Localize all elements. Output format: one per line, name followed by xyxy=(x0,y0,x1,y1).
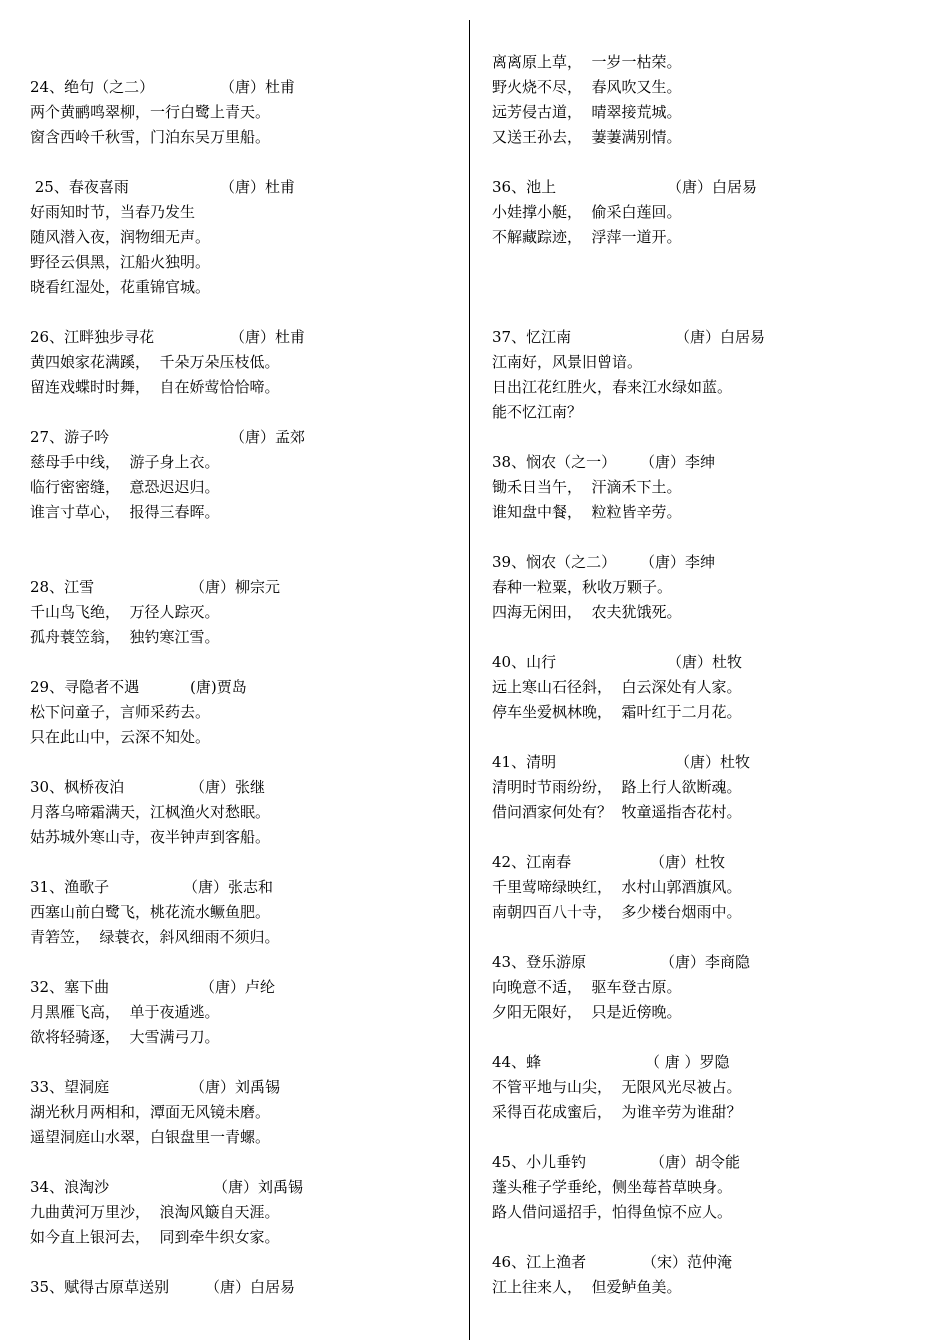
poem-title: 26、江畔独步寻花 xyxy=(30,328,155,346)
poem-author: （唐）胡令能 xyxy=(650,1153,741,1171)
poem-line: 清明时节雨纷纷， 路上行人欲断魂。 xyxy=(492,778,742,796)
poem-header xyxy=(492,850,742,875)
poem-line: 谁言寸草心， 报得三春晖。 xyxy=(30,503,220,521)
poem-block xyxy=(492,850,742,925)
poem-line: 小娃撑小艇， 偷采白莲回。 xyxy=(492,203,682,221)
poem-title: 25、春夜喜雨 xyxy=(30,178,129,196)
poem-block xyxy=(30,425,306,525)
poem-header xyxy=(492,1150,741,1175)
poem-line: 月落乌啼霜满天，江枫渔火对愁眠。 xyxy=(30,803,271,821)
poem-line: 路人借问遥招手，怕得鱼惊不应人。 xyxy=(492,1203,733,1221)
poem-line: 江上往来人， 但爱鲈鱼美。 xyxy=(492,1278,682,1296)
poem-block xyxy=(30,975,276,1050)
poem-block xyxy=(30,325,306,400)
poem-author: （唐）李绅 xyxy=(640,553,716,571)
poem-block xyxy=(492,650,742,725)
poem-line: 月黑雁飞高， 单于夜遁逃。 xyxy=(30,1003,220,1021)
poem-line: 千里莺啼绿映红， 水村山郭酒旗风。 xyxy=(492,878,742,896)
poem-line: 欲将轻骑逐， 大雪满弓刀。 xyxy=(30,1028,220,1046)
poem-line: 晓看红湿处，花重锦官城。 xyxy=(30,278,211,296)
poem-author: （唐）白居易 xyxy=(667,178,758,196)
poem-block xyxy=(492,750,751,825)
poem-title: 37、忆江南 xyxy=(492,328,572,346)
poem-line: 随风潜入夜，润物细无声。 xyxy=(30,228,211,246)
poem-header xyxy=(492,750,751,775)
poem-title: 44、蜂 xyxy=(492,1053,542,1071)
poem-line: 又送王孙去， 萋萋满别情。 xyxy=(492,128,682,146)
poem-title: 35、赋得古原草送别 xyxy=(30,1278,170,1296)
poem-line: 夕阳无限好， 只是近傍晚。 xyxy=(492,1003,682,1021)
poem-title: 28、江雪 xyxy=(30,578,95,596)
poem-author: （唐）刘禹锡 xyxy=(190,1078,281,1096)
poem-line: 西塞山前白鹭飞，桃花流水鳜鱼肥。 xyxy=(30,903,271,921)
poem-author: （ 唐 ）罗隐 xyxy=(645,1053,730,1071)
poem-author: （唐）杜甫 xyxy=(220,178,296,196)
poem-line: 锄禾日当午， 汗滴禾下土。 xyxy=(492,478,682,496)
poem-author: （唐）杜甫 xyxy=(230,328,306,346)
poem-title: 34、浪淘沙 xyxy=(30,1178,110,1196)
poem-block xyxy=(30,875,280,950)
poem-header xyxy=(30,575,281,600)
poem-title: 30、枫桥夜泊 xyxy=(30,778,125,796)
poem-header xyxy=(492,550,716,575)
poem-line: 南朝四百八十寺， 多少楼台烟雨中。 xyxy=(492,903,742,921)
poem-line: 千山鸟飞绝， 万径人踪灭。 xyxy=(30,603,220,621)
poem-author: （唐）孟郊 xyxy=(230,428,306,446)
poem-line: 只在此山中，云深不知处。 xyxy=(30,728,211,746)
poem-title: 29、寻隐者不遇 xyxy=(30,678,140,696)
poem-line: 江南好，风景旧曾谙。 xyxy=(492,353,643,371)
poem-author: （唐）白居易 xyxy=(205,1278,296,1296)
poem-title: 33、望洞庭 xyxy=(30,1078,110,1096)
poem-block xyxy=(492,1050,742,1125)
poem-author: （唐）刘禹锡 xyxy=(213,1178,304,1196)
poem-header xyxy=(30,1075,281,1100)
poem-line: 好雨知时节，当春乃发生 xyxy=(30,203,196,221)
poem-block xyxy=(492,50,682,150)
poem-header xyxy=(30,775,270,800)
poem-author: （唐）李绅 xyxy=(640,453,716,471)
poem-header xyxy=(30,875,280,900)
poem-header xyxy=(30,75,296,100)
poem-author: （宋）范仲淹 xyxy=(642,1253,733,1271)
poem-line: 采得百花成蜜后， 为谁辛劳为谁甜？ xyxy=(492,1103,742,1121)
poem-header xyxy=(30,325,306,350)
poem-title: 39、悯农（之二） xyxy=(492,553,617,571)
poem-line: 窗含西岭千秋雪，门泊东吴万里船。 xyxy=(30,128,271,146)
column-divider xyxy=(469,20,470,1340)
poem-author: （唐）杜牧 xyxy=(667,653,743,671)
poem-title: 24、绝句（之二） xyxy=(30,78,155,96)
poem-author: （唐）杜牧 xyxy=(675,753,751,771)
poem-header xyxy=(30,675,247,700)
poem-author: (唐)贾岛 xyxy=(190,678,247,696)
poem-author: （唐）张继 xyxy=(190,778,266,796)
poem-block xyxy=(492,325,766,425)
poem-line: 湖光秋月两相和，潭面无风镜未磨。 xyxy=(30,1103,271,1121)
poem-line: 姑苏城外寒山寺，夜半钟声到客船。 xyxy=(30,828,271,846)
poem-line: 松下问童子，言师采药去。 xyxy=(30,703,211,721)
poem-line: 九曲黄河万里沙， 浪淘风簸自天涯。 xyxy=(30,1203,280,1221)
poem-line: 青箬笠， 绿蓑衣，斜风细雨不须归。 xyxy=(30,928,280,946)
poem-title: 46、江上渔者 xyxy=(492,1253,587,1271)
poem-block xyxy=(30,75,296,150)
poem-title: 42、江南春 xyxy=(492,853,572,871)
poem-block xyxy=(30,775,270,850)
poem-line: 野径云俱黑，江船火独明。 xyxy=(30,253,211,271)
poem-title: 38、悯农（之一） xyxy=(492,453,617,471)
poem-title: 40、山行 xyxy=(492,653,557,671)
poem-line: 能不忆江南？ xyxy=(492,403,583,421)
poem-block xyxy=(30,1075,281,1150)
poem-line: 借问酒家何处有？ 牧童遥指杏花村。 xyxy=(492,803,742,821)
poem-line: 停车坐爱枫林晚， 霜叶红于二月花。 xyxy=(492,703,742,721)
poem-header xyxy=(492,950,751,975)
poem-author: （唐）张志和 xyxy=(183,878,274,896)
poem-line: 孤舟蓑笠翁， 独钓寒江雪。 xyxy=(30,628,220,646)
poem-line: 遥望洞庭山水翠，白银盘里一青螺。 xyxy=(30,1128,271,1146)
poem-line: 远上寒山石径斜， 白云深处有人家。 xyxy=(492,678,742,696)
poem-block xyxy=(492,950,751,1025)
poem-block xyxy=(30,1175,304,1250)
poem-block xyxy=(492,1150,741,1225)
poem-block xyxy=(492,450,716,525)
poem-header xyxy=(30,425,306,450)
poem-author: （唐）杜甫 xyxy=(220,78,296,96)
poem-header xyxy=(492,1250,733,1275)
poem-block xyxy=(492,1250,733,1300)
poem-author: （唐）白居易 xyxy=(675,328,766,346)
poem-header xyxy=(492,175,758,200)
poem-line: 蓬头稚子学垂纶，侧坐莓苔草映身。 xyxy=(492,1178,733,1196)
poem-author: （唐）柳宗元 xyxy=(190,578,281,596)
poem-line: 四海无闲田， 农夫犹饿死。 xyxy=(492,603,682,621)
poem-line: 远芳侵古道， 晴翠接荒城。 xyxy=(492,103,682,121)
poem-line: 向晚意不适， 驱车登古原。 xyxy=(492,978,682,996)
poem-header xyxy=(492,325,766,350)
poem-header xyxy=(30,975,276,1000)
poem-header xyxy=(30,175,296,200)
poem-block xyxy=(30,675,247,750)
poem-block xyxy=(30,175,296,300)
poem-line: 不管平地与山尖， 无限风光尽被占。 xyxy=(492,1078,742,1096)
poem-line: 离离原上草， 一岁一枯荣。 xyxy=(492,53,682,71)
poem-block xyxy=(30,575,281,650)
poem-line: 不解藏踪迹， 浮萍一道开。 xyxy=(492,228,682,246)
poem-header xyxy=(30,1175,304,1200)
poem-author: （唐）李商隐 xyxy=(660,953,751,971)
poem-title: 36、池上 xyxy=(492,178,557,196)
poem-header xyxy=(492,650,742,675)
poem-line: 春种一粒粟，秋收万颗子。 xyxy=(492,578,673,596)
poem-header xyxy=(492,450,716,475)
poem-title: 27、游子吟 xyxy=(30,428,110,446)
poem-block xyxy=(492,550,716,625)
poem-line: 临行密密缝， 意恐迟迟归。 xyxy=(30,478,220,496)
poem-line: 如今直上银河去， 同到牵牛织女家。 xyxy=(30,1228,280,1246)
poem-author: （唐）杜牧 xyxy=(650,853,726,871)
poem-title: 45、小儿垂钓 xyxy=(492,1153,587,1171)
poem-header xyxy=(492,1050,742,1075)
poem-line: 黄四娘家花满蹊， 千朵万朵压枝低。 xyxy=(30,353,280,371)
poem-title: 32、塞下曲 xyxy=(30,978,110,996)
poem-title: 31、渔歌子 xyxy=(30,878,110,896)
poem-line: 慈母手中线， 游子身上衣。 xyxy=(30,453,220,471)
poem-line: 谁知盘中餐， 粒粒皆辛劳。 xyxy=(492,503,682,521)
poem-title: 43、登乐游原 xyxy=(492,953,587,971)
poem-title: 41、清明 xyxy=(492,753,557,771)
poem-line: 野火烧不尽， 春风吹又生。 xyxy=(492,78,682,96)
poem-block xyxy=(492,175,758,250)
poem-line: 两个黄鹂鸣翠柳，一行白鹭上青天。 xyxy=(30,103,271,121)
poem-line: 日出江花红胜火，春来江水绿如蓝。 xyxy=(492,378,733,396)
poem-author: （唐）卢纶 xyxy=(200,978,276,996)
poem-line: 留连戏蝶时时舞， 自在娇莺恰恰啼。 xyxy=(30,378,280,396)
